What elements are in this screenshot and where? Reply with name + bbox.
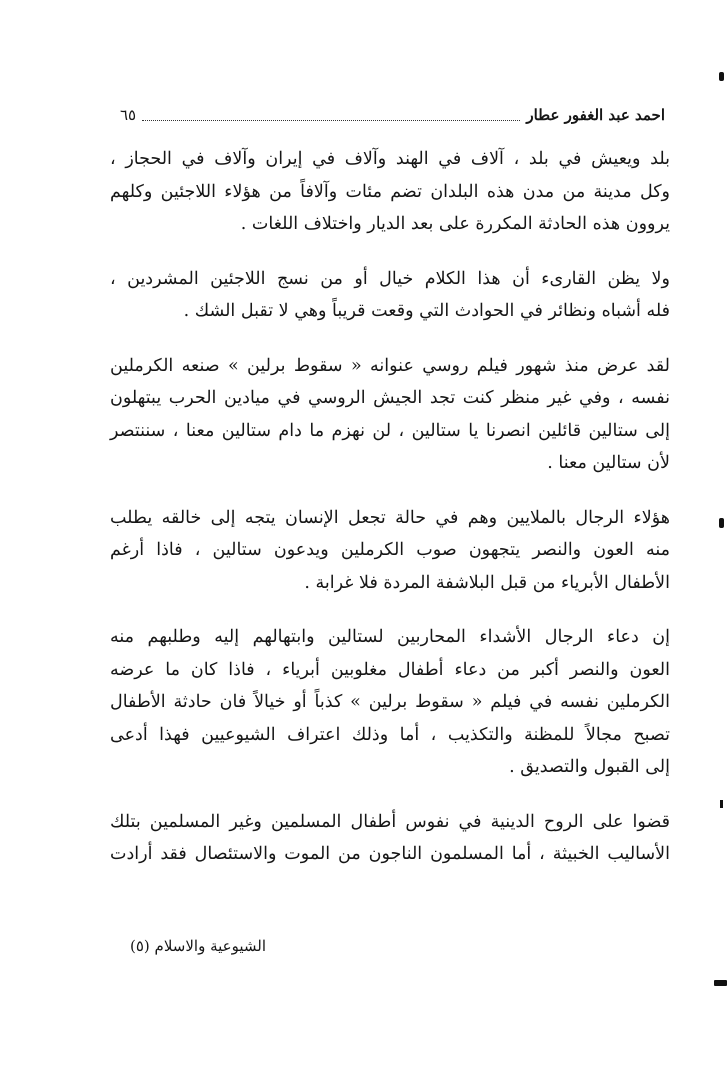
text-line: العون والنصر أكبر من دعاء أطفال مغلوبين أبرياء ، فاذا كان ما عرضه (110, 659, 670, 680)
text-line: إن دعاء الرجال الأشداء المحاربين لستالين وابتهالهم إليه وطلبهم منه (110, 627, 670, 647)
text-line: منه العون والنصر يتجهون صوب الكرملين ويدعون ستالين ، فاذا أرغم (110, 540, 670, 560)
text-line: الأساليب الخبيثة ، أما المسلمون الناجون من الموت والاستئصال فقد أرادت (110, 844, 670, 864)
signature-mark: الشيوعية والاسلام (٥) (130, 937, 266, 955)
text-line: الكرملين نفسه في فيلم « سقوط برلين » كذباً أو خيالاً فان حادثة الأطفال (110, 692, 670, 712)
text-line: هؤلاء الرجال بالملايين وهم في حالة تجعل الإنسان يتجه إلى خالقه يطلب (110, 507, 670, 528)
text-line: إلى ستالين قائلين انصرنا يا ستالين ، لن نهزم ما دام ستالين معنا ، سننتصر (110, 420, 670, 441)
text-line: فله أشباه ونظائر في الحوادث التي وقعت قريباً وهي لا تقبل الشك . (183, 301, 670, 321)
text-line: إلى القبول والتصديق . (509, 757, 670, 777)
page-number: ٦٥ (120, 106, 137, 124)
dotted-leader (142, 110, 520, 121)
page-header (120, 100, 665, 130)
text-line: لأن ستالين معنا . (547, 453, 670, 473)
text-line: بلد ويعيش في بلد ، آلاف في الهند وآلاف في إيران وآلاف في الحجاز ، (110, 149, 670, 169)
text-line: تصبح مجالاً للمظنة والتكذيب ، أما وذلك اعتراف الشيوعيين فهذا أدعى (110, 724, 670, 745)
scan-mark (720, 800, 723, 808)
paragraph-6 (110, 806, 670, 871)
text-line: قضوا على الروح الدينية في نفوس أطفال المسلمين وغير المسلمين بتلك (110, 811, 670, 832)
paragraph-5 (110, 621, 670, 784)
text-line: الأطفال الأبرياء من قبل البلاشفة المردة فلا غرابة . (304, 572, 670, 593)
text-line: ولا يظن القارىء أن هذا الكلام خيال أو من نسج اللاجئين المشردين ، (110, 268, 670, 289)
paragraph-1 (110, 143, 670, 241)
text-line: نفسه ، وفي غير منظر كنت تجد الجيش الروسي في ميادين الحرب يبتهلون (110, 388, 670, 408)
scan-mark (714, 980, 727, 986)
body-text (110, 143, 670, 893)
scan-mark (719, 72, 724, 81)
text-line: لقد عرض منذ شهور فيلم روسي عنوانه « سقوط برلين » صنعه الكرملين (110, 355, 670, 376)
text-line: يروون هذه الحادثة المكررة على بعد الديار واختلاف اللغات . (240, 214, 670, 234)
text-line: وكل مدينة من مدن هذه البلدان تضم مئات وآلافاً من هؤلاء اللاجئين وكلهم (110, 181, 670, 202)
scan-mark (719, 518, 724, 528)
running-head: احمد عبد الغفور عطار (526, 106, 665, 124)
paragraph-3 (110, 350, 670, 480)
paragraph-4 (110, 502, 670, 600)
paragraph-2 (110, 263, 670, 328)
